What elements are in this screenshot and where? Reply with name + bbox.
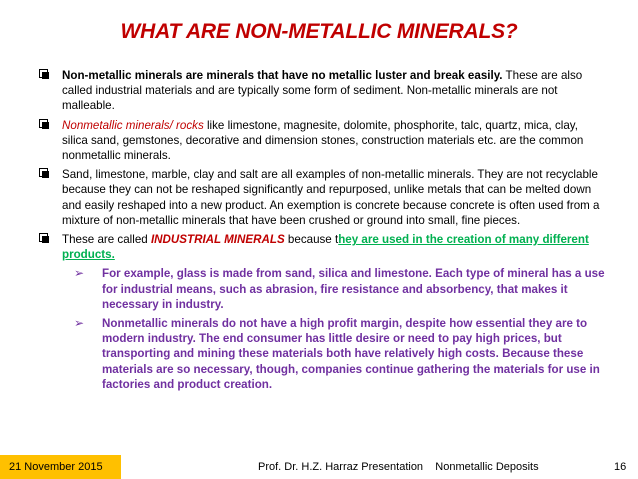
bullet-item [39, 232, 604, 262]
content-area [39, 68, 604, 396]
footer-date: 21 November 2015 [0, 455, 121, 479]
page-number: 16 [614, 461, 627, 473]
square-bullet-icon [39, 69, 48, 78]
bullet-text: Sand, limestone, marble, clay and salt are all examples of non-metallic minerals. They are not recyclable because they can not be reshaped significantly and repurposed, unlike metals that can be melted down and easily reshaped into a new product. An exemption is concrete because concrete is often used from a mixture of non-metallic minerals that have been crushed or ground into small, fine pieces. [62, 168, 600, 227]
sub-bullet-text: Nonmetallic minerals do not have a high profit margin, despite how essential they are to modern industry. The end consumer has little desire or need to pay high prices, but transporting and mining these materials both have relatively high costs. Because these materials are so necessary, though, companies continue gathering the materials for use in factories and product creation. [102, 317, 600, 391]
arrow-bullet-icon: ➢ [74, 316, 85, 331]
bullet-item [39, 118, 604, 164]
bullet-text: because t [284, 233, 339, 247]
square-bullet-icon [39, 168, 48, 177]
sub-bullet-item [74, 266, 612, 312]
footer-topic: Nonmetallic Deposits [435, 461, 539, 473]
sub-bullet-text: For example, glass is made from sand, silica and limestone. Each type of mineral has a use for industrial means, such as abrasion, fire resistance and absorbency, that makes it necessary in industry. [102, 267, 605, 311]
green-underlined-text: hey are used in the creation of many different products. [62, 233, 589, 262]
footer-presenter-name: Prof. Dr. H.Z. Harraz Presentation [258, 461, 424, 473]
bullet-text: like limestone, magnesite, dolomite, phosphorite, talc, quartz, mica, clay, silica sand, gemstones, decorative and dimension stones, construction materials etc. are the common nonmetallic minerals. [62, 118, 584, 163]
slide-title: WHAT ARE NON-METALLIC MINERALS? [120, 20, 518, 43]
square-bullet-icon [39, 233, 48, 242]
sub-bullet-item [74, 316, 612, 392]
footer-presenter [258, 461, 539, 473]
bullet-text: These are also called industrial materials and are typically some form of sediment. Non-metallic minerals are not malleable. [62, 69, 583, 113]
bullet-bold-text: Non-metallic minerals are minerals that have no metallic luster and break easily. [62, 69, 503, 82]
square-bullet-icon [39, 119, 48, 128]
industrial-minerals-highlight: INDUSTRIAL MINERALS [150, 233, 285, 247]
bullet-text: These are called [62, 233, 151, 247]
arrow-bullet-icon: ➢ [74, 266, 85, 281]
bullet-italic-text: Nonmetallic minerals/ rocks [62, 118, 204, 132]
bullet-item [39, 167, 604, 228]
bullet-item [39, 68, 604, 114]
